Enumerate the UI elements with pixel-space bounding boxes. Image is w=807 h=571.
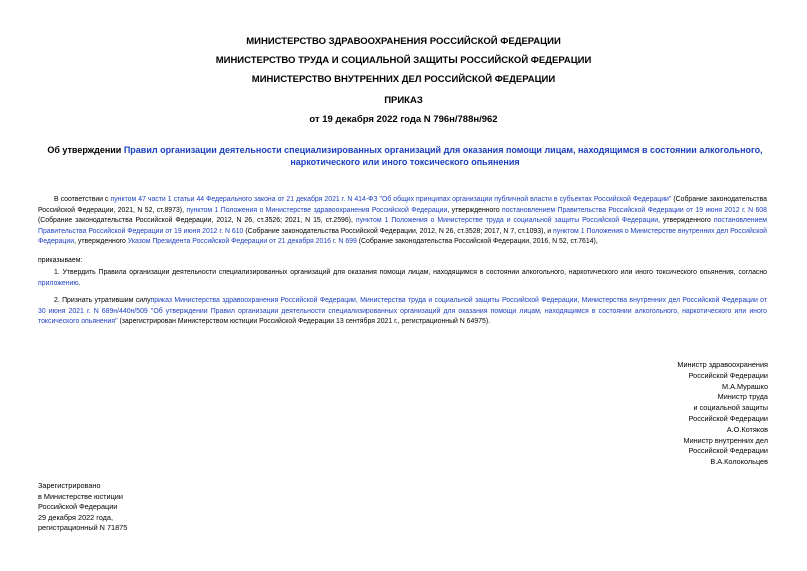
item-1-text: 1. Утвердить Правила организации деятельности специализированных организаций для оказания помощи лицам, находящимся в состоянии алкогольного, наркотического или иного токсического опьянения, согласно [54, 269, 767, 276]
ministry-health-heading: МИНИСТЕРСТВО ЗДРАВООХРАНЕНИЯ РОССИЙСКОЙ ФЕДЕРАЦИИ [246, 36, 561, 47]
preamble-text: (Собрание законодательства Российской Федерации, 2021, N 52, ст.8973), [38, 196, 767, 214]
ministry-interior-heading: МИНИСТЕРСТВО ВНУТРЕННИХ ДЕЛ РОССИЙСКОЙ ФЕДЕРАЦИИ [251, 74, 556, 85]
signature-line: Российской Федерации [688, 413, 768, 423]
repealed-order-link[interactable]: приказ Министерства здравоохранения Российской Федерации, Министерства труда и социальной защиты Российской Федерации, Министерства внутренних дел Российской Федерации от 30 июня 2021 г. N 689н/440н/509 "Об утверждении Правил организации деятельности специализированных организаций для оказания помощи лицам, находящимся в состоянии алкогольного, наркотического или иного токсического опьянения" [38, 297, 767, 325]
preamble-link-resolution-610[interactable]: постановлением Правительства Российской Федерации от 19 июня 2012 г. N 610 [38, 217, 767, 235]
preamble-text: (Собрание законодательства Российской Федерации, 2016, N 52, ст.7614), [356, 238, 598, 245]
preamble-text: , утвержденного [74, 238, 128, 245]
signature-block [600, 360, 768, 468]
registration-line: Российской Федерации [38, 502, 118, 512]
signature-line: Министр здравоохранения [677, 360, 768, 369]
registration-line: регистрационный N 71875 [38, 523, 128, 533]
signature-line: В.А.Колокольцев [710, 457, 768, 467]
registration-line: 29 декабря 2022 года, [38, 512, 114, 522]
preamble-text: , утвержденного [658, 217, 714, 224]
appendix-link[interactable]: приложению [38, 279, 79, 287]
preamble-link-health-regulation[interactable]: пунктом 1 Положения о Министерстве здравоохранения Российской Федерации [186, 206, 448, 214]
item-1-paragraph [38, 268, 767, 289]
preamble-link-interior-regulation[interactable]: пунктом 1 Положения о Министерстве внутренних дел Российской Федерации [38, 227, 768, 245]
signature-line: М.А.Мурашко [721, 381, 768, 391]
signature-line: Министр труда [717, 392, 768, 402]
preamble-text: , утвержденного [447, 206, 502, 214]
document-title [30, 144, 780, 168]
preamble-link-labor-regulation[interactable]: пунктом 1 Положения о Министерстве труда и социальной защиты Российской Федерации [355, 217, 659, 224]
registration-line: Зарегистрировано [38, 481, 101, 490]
document-date-number: от 19 декабря 2022 года N 796н/788н/962 [309, 114, 498, 125]
signature-line: Министр внутренних дел [683, 435, 768, 445]
preamble-link-federal-law[interactable]: пунктом 47 части 1 статьи 44 Федерального закона от 21 декабря 2021 г. N 414-ФЗ "Об общих принципах организации публичной власти в субъектах Российской Федерации" [110, 196, 672, 203]
preamble-link-resolution-608[interactable]: постановлением Правительства Российской Федерации от 19 июня 2012 г. N 608 [501, 206, 767, 214]
order-word: приказываем: [38, 257, 83, 264]
item-2-paragraph [38, 296, 767, 328]
ministry-labor-heading: МИНИСТЕРСТВО ТРУДА И СОЦИАЛЬНОЙ ЗАЩИТЫ РОССИЙСКОЙ ФЕДЕРАЦИИ [215, 55, 592, 66]
signature-line: Российской Федерации [688, 370, 768, 380]
item-1-end: . [78, 279, 81, 287]
preamble-paragraph [38, 195, 767, 248]
preamble-text: (Собрание законодательства Российской Федерации, 2012, N 26, ст.3528; 2017, N 7, ст.1093), и [243, 227, 554, 235]
signature-line: и социальной защиты [693, 403, 768, 413]
document-type: ПРИКАЗ [384, 95, 423, 106]
item-2-end: (зарегистрирован Министерством юстиции Российской Федерации 13 сентября 2021 г., регистрационный N 64975). [117, 318, 491, 325]
title-link[interactable]: Правил организации деятельности специализированных организаций для оказания помощи лицам, находящимся в состоянии алкогольного, наркотического или иного токсического опьянения [123, 145, 763, 167]
item-2-text: 2. Признать утратившим силу [54, 297, 151, 304]
signature-line: Российской Федерации [688, 446, 768, 456]
preamble-text: (Собрание законодательства Российской Федерации, 2012, N 26, ст.3526; 2021, N 15, ст.2596), [38, 217, 356, 224]
registration-block [38, 481, 127, 534]
registration-line: в Министерстве юстиции [38, 491, 123, 501]
title-prefix: Об утверждении [47, 145, 124, 155]
preamble-text: В соответствии с [54, 196, 111, 203]
preamble-link-decree-699[interactable]: Указом Президента Российской Федерации от 21 декабря 2016 г. N 699 [127, 238, 357, 245]
signature-line: А.О.Котяков [726, 424, 768, 434]
